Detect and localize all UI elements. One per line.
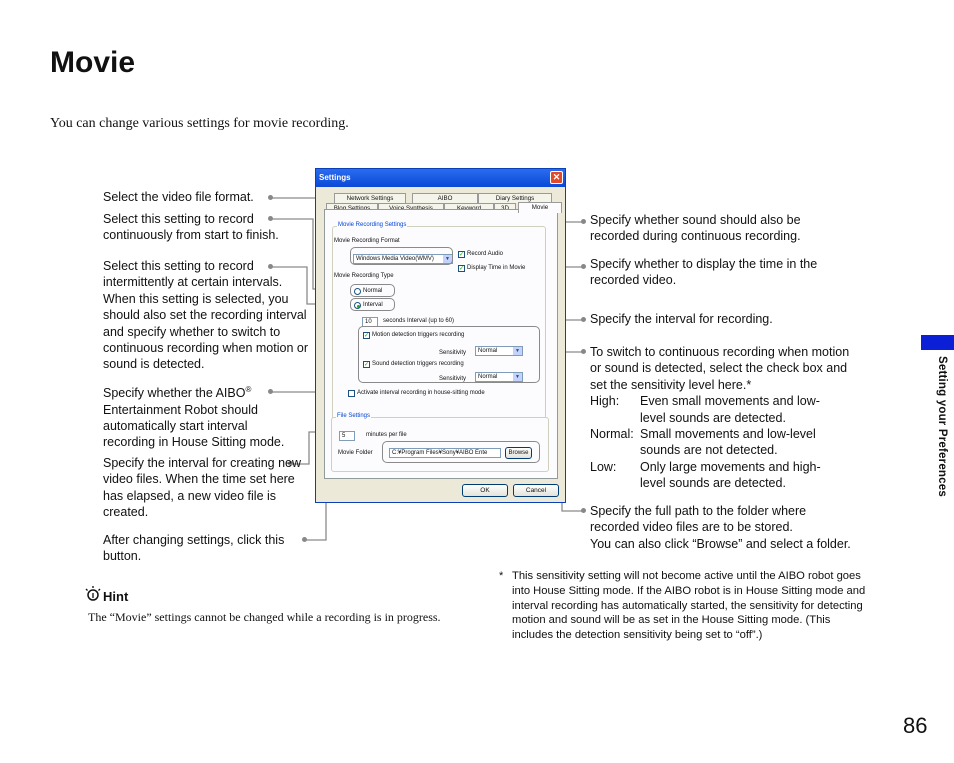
sound-sensitivity-value: Normal xyxy=(478,374,498,380)
callout-seconds: Specify the interval for recording. xyxy=(590,312,773,326)
format-label: Movie Recording Format xyxy=(334,238,400,244)
level-row xyxy=(590,426,852,459)
motion-label: Motion detection triggers recording xyxy=(372,332,465,338)
tab-network-settings[interactable]: Network Settings xyxy=(334,193,406,203)
seconds-label: seconds Interval (up to 60) xyxy=(383,318,455,324)
hint-body: The “Movie” settings cannot be changed while a recording is in progress. xyxy=(88,610,441,624)
callout-folder-b: You can also click “Browse” and select a folder. xyxy=(590,536,851,551)
dialog-title: Settings xyxy=(319,173,351,182)
recording-settings-label: Movie Recording Settings xyxy=(338,222,407,228)
chevron-down-icon: ▼ xyxy=(513,347,522,355)
normal-label: Normal xyxy=(363,288,383,294)
highlight-detection xyxy=(358,326,540,383)
level-desc: Small movements and low-level sounds are not detected. xyxy=(640,427,816,458)
type-label: Movie Recording Type xyxy=(334,273,394,279)
callout-normal: Select this setting to record continuously from start to finish. xyxy=(103,212,279,243)
house-sitting-checkbox[interactable] xyxy=(348,390,355,397)
chevron-down-icon: ▼ xyxy=(513,373,522,381)
callout-interval: Select this setting to record intermittently at certain intervals. When this setting is selected, you should also set the recording interval and specify whether to switch to continuous recording when motion or sound is detected. xyxy=(103,259,308,372)
callout-minutes: Specify the interval for creating new video files. When the time set here has elapsed, a new video file is created. xyxy=(103,456,302,520)
level-key: Low: xyxy=(590,459,617,474)
minutes-input[interactable]: 5 xyxy=(339,431,355,441)
level-desc: Even small movements and low-level sounds are detected. xyxy=(640,394,820,425)
callout-folder xyxy=(590,503,880,552)
ok-button[interactable]: OK xyxy=(462,484,508,497)
seconds-input[interactable]: 10 xyxy=(362,317,378,327)
section-tab-label: Setting your Preferences xyxy=(936,356,948,497)
page-number: 86 xyxy=(903,713,928,738)
callout-folder-a: Specify the full path to the folder where recorded video files are to be stored. xyxy=(590,504,807,535)
highlight-normal xyxy=(350,284,395,297)
folder-input[interactable]: C:¥Program Files¥Sony¥AIBO Ente xyxy=(389,448,501,458)
folder-label: Movie Folder xyxy=(338,450,373,456)
level-key: High: xyxy=(590,394,620,409)
sound-sensitivity-label: Sensitivity xyxy=(439,376,467,382)
browse-button[interactable]: Browse xyxy=(505,447,532,459)
highlight-folder xyxy=(382,441,540,463)
highlight-format xyxy=(350,247,453,265)
sound-label: Sound detection triggers recording xyxy=(372,361,464,367)
tab-movie[interactable]: Movie xyxy=(518,202,562,213)
display-time-label: Display Time in Movie xyxy=(467,265,526,271)
callout-ok: After changing settings, click this button. xyxy=(103,533,285,564)
footnote-mark: * xyxy=(499,570,504,582)
dialog-titlebar[interactable] xyxy=(316,169,565,187)
tab-aibo[interactable]: AIBO xyxy=(412,193,478,203)
motion-checkbox[interactable]: ✓ xyxy=(364,333,370,339)
level-row xyxy=(590,393,852,426)
callout-display-time: Specify whether to display the time in the recorded video. xyxy=(590,257,818,288)
page-title: Movie xyxy=(50,46,136,79)
leader-dot xyxy=(581,508,586,513)
callout-house-sitting-b: Entertainment Robot should automatically start interval recording in House Sitting mode. xyxy=(103,402,285,450)
callout-record-audio: Specify whether sound should also be recorded during continuous recording. xyxy=(590,213,801,244)
motion-sensitivity-label: Sensitivity xyxy=(439,350,467,356)
record-audio-label: Record Audio xyxy=(467,251,504,257)
interval-label: Interval xyxy=(363,302,383,308)
minutes-label: minutes per file xyxy=(366,432,407,438)
close-icon[interactable]: ✕ xyxy=(550,171,563,184)
callout-house-sitting-a: Specify whether the AIBO xyxy=(103,386,246,401)
leader-dot xyxy=(581,317,586,322)
record-audio-checkbox[interactable]: ✓ xyxy=(459,252,465,258)
level-desc: Only large movements and high-level sounds are detected. xyxy=(640,459,821,491)
callout-house-sitting xyxy=(103,382,303,451)
level-key: Normal: xyxy=(590,427,634,442)
level-row xyxy=(590,459,852,492)
file-settings-label: File Settings xyxy=(337,413,371,419)
display-time-checkbox[interactable]: ✓ xyxy=(459,266,465,272)
highlight-interval xyxy=(350,298,395,311)
intro-text: You can change various settings for movie recording. xyxy=(50,116,349,131)
leader-dot xyxy=(581,219,586,224)
hint-icon xyxy=(84,585,102,603)
motion-sensitivity-value: Normal xyxy=(478,348,498,354)
sound-checkbox[interactable]: ✓ xyxy=(364,362,370,368)
leader-dot xyxy=(581,349,586,354)
registered-mark: ® xyxy=(245,385,252,394)
callout-file-format: Select the video file format. xyxy=(103,190,254,204)
hint-title: Hint xyxy=(103,589,129,604)
section-tab-marker xyxy=(921,335,954,350)
house-sitting-label: Activate interval recording in house-sitting mode xyxy=(357,390,485,396)
callout-detection xyxy=(590,344,852,492)
footnote-text: This sensitivity setting will not become active until the AIBO robot goes into House Sitting mode. If the AIBO robot is in House Sitting mode and interval recording has automatically started, the sensitivity for detecting motion and sound will be as set in the House Sitting mode. (This includes the detection sensitivity being set to “off”.) xyxy=(512,570,866,642)
format-value: Windows Media Video(WMV) xyxy=(356,256,434,262)
tab-diary-settings[interactable]: Diary Settings xyxy=(478,193,552,203)
cancel-button[interactable]: Cancel xyxy=(513,484,559,497)
leader-dot xyxy=(581,264,586,269)
callout-detection-intro: To switch to continuous recording when motion or sound is detected, select the check box and set the sensitivity level here.* xyxy=(590,345,850,392)
chevron-down-icon: ▼ xyxy=(443,255,452,263)
